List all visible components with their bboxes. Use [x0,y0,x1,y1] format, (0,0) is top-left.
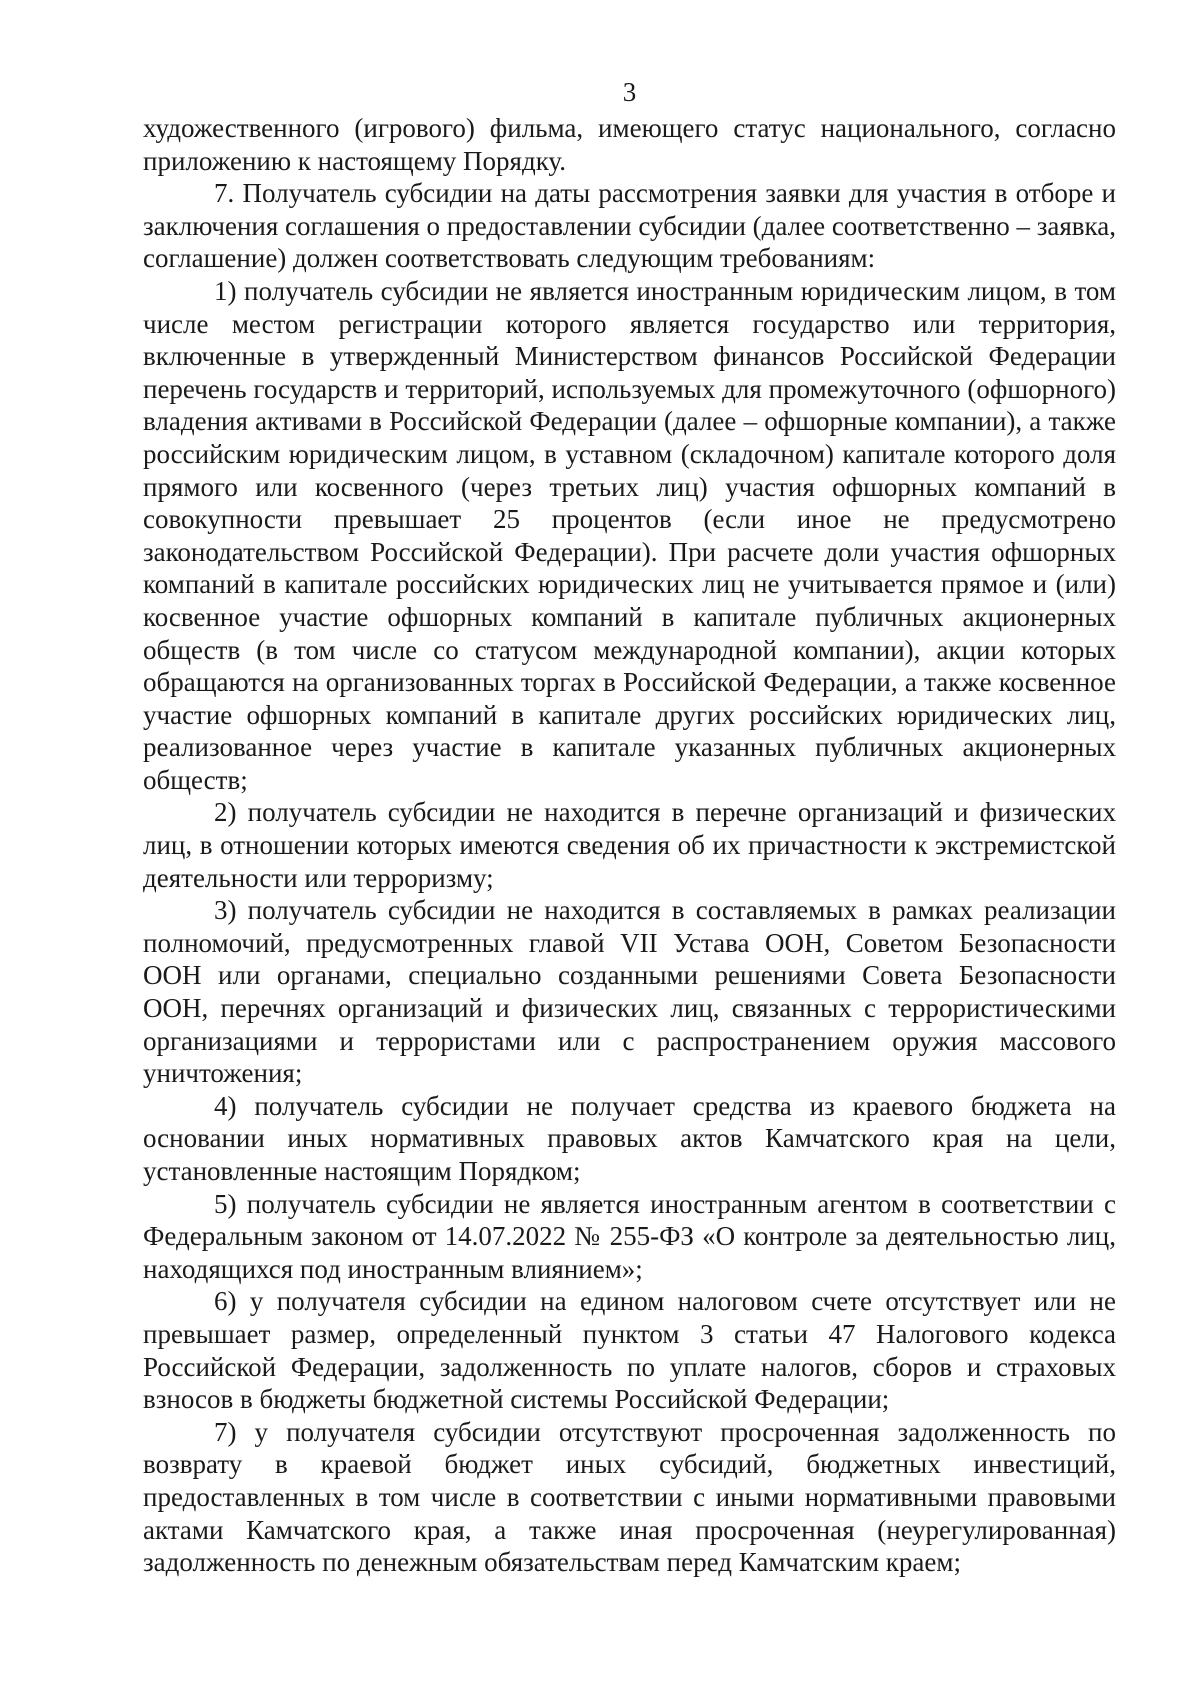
paragraph-item-7: 7. Получатель субсидии на даты рассмотрения заявки для участия в отборе и заключения соглашения о предоставлении субсидии (далее соответственно – заявка, соглашение) должен соответствовать следующим требованиям: [143,178,1116,274]
paragraph-subitem-6: 6) у получателя субсидии на едином налоговом счете отсутствует или не превышает размер, определенный пунктом 3 статьи 47 Налогового кодекса Российской Федерации, задолженность по уплате налогов, сборов и страховых взносов в бюджеты бюджетной системы Российской Федерации; [143,1286,1116,1415]
paragraph-subitem-4: 4) получатель субсидии не получает средства из краевого бюджета на основании иных нормативных правовых актов Камчатского края на цели, установленные настоящим Порядком; [143,1090,1116,1186]
paragraph-continuation: художественного (игрового) фильма, имеющего статус национального, согласно приложению к настоящему Порядку. [143,113,1116,176]
paragraph-subitem-3: 3) получатель субсидии не находится в составляемых в рамках реализации полномочий, предусмотренных главой VII Устава ООН, Советом Безопасности ООН или органами, специально созданными решениями Совета Безопасности ООН, перечнях организаций и физических лиц, связанных с террористическими организациями и террористами или с распространением оружия массового уничтожения; [143,895,1116,1089]
paragraph-subitem-5: 5) получатель субсидии не является иностранным агентом в соответствии с Федеральным законом от 14.07.2022 № 255-ФЗ «О контроле за деятельностью лиц, находящихся под иностранным влиянием»; [143,1188,1116,1284]
paragraph-subitem-2: 2) получатель субсидии не находится в перечне организаций и физических лиц, в отношении которых имеются сведения об их причастности к экстремистской деятельности или терроризму; [143,797,1116,893]
paragraph-subitem-1: 1) получатель субсидии не является иностранным юридическим лицом, в том числе местом регистрации которого является государство или территория, включенные в утвержденный Министерством финансов Российской Федерации перечень государств и территорий, используемых для промежуточного (офшорного) владения активами в Российской Федерации (далее – офшорные компании), а также российским юридическим лицом, в уставном (складочном) капитале которого доля прямого или косвенного (через третьих лиц) участия офшорных компаний в совокупности превышает 25 процентов (если иное не предусмотрено законодательством Российской Федерации). При расчете доли участия офшорных компаний в капитале российских юридических лиц не учитывается прямое и (или) косвенное участие офшорных компаний в капитале публичных акционерных обществ (в том числе со статусом международной компании), акции которых обращаются на организованных торгах в Российской Федерации, а также косвенное участие офшорных компаний в капитале других российских юридических лиц, реализованное через участие в капитале указанных публичных акционерных обществ; [143,275,1116,795]
paragraph-subitem-7: 7) у получателя субсидии отсутствуют просроченная задолженность по возврату в краевой бюджет иных субсидий, бюджетных инвестиций, предоставленных в том числе в соответствии с иными нормативными правовыми актами Камчатского края, а также иная просроченная (неурегулированная) задолженность по денежным обязательствам перед Камчатским краем; [143,1416,1116,1578]
page-number: 3 [622,77,637,107]
